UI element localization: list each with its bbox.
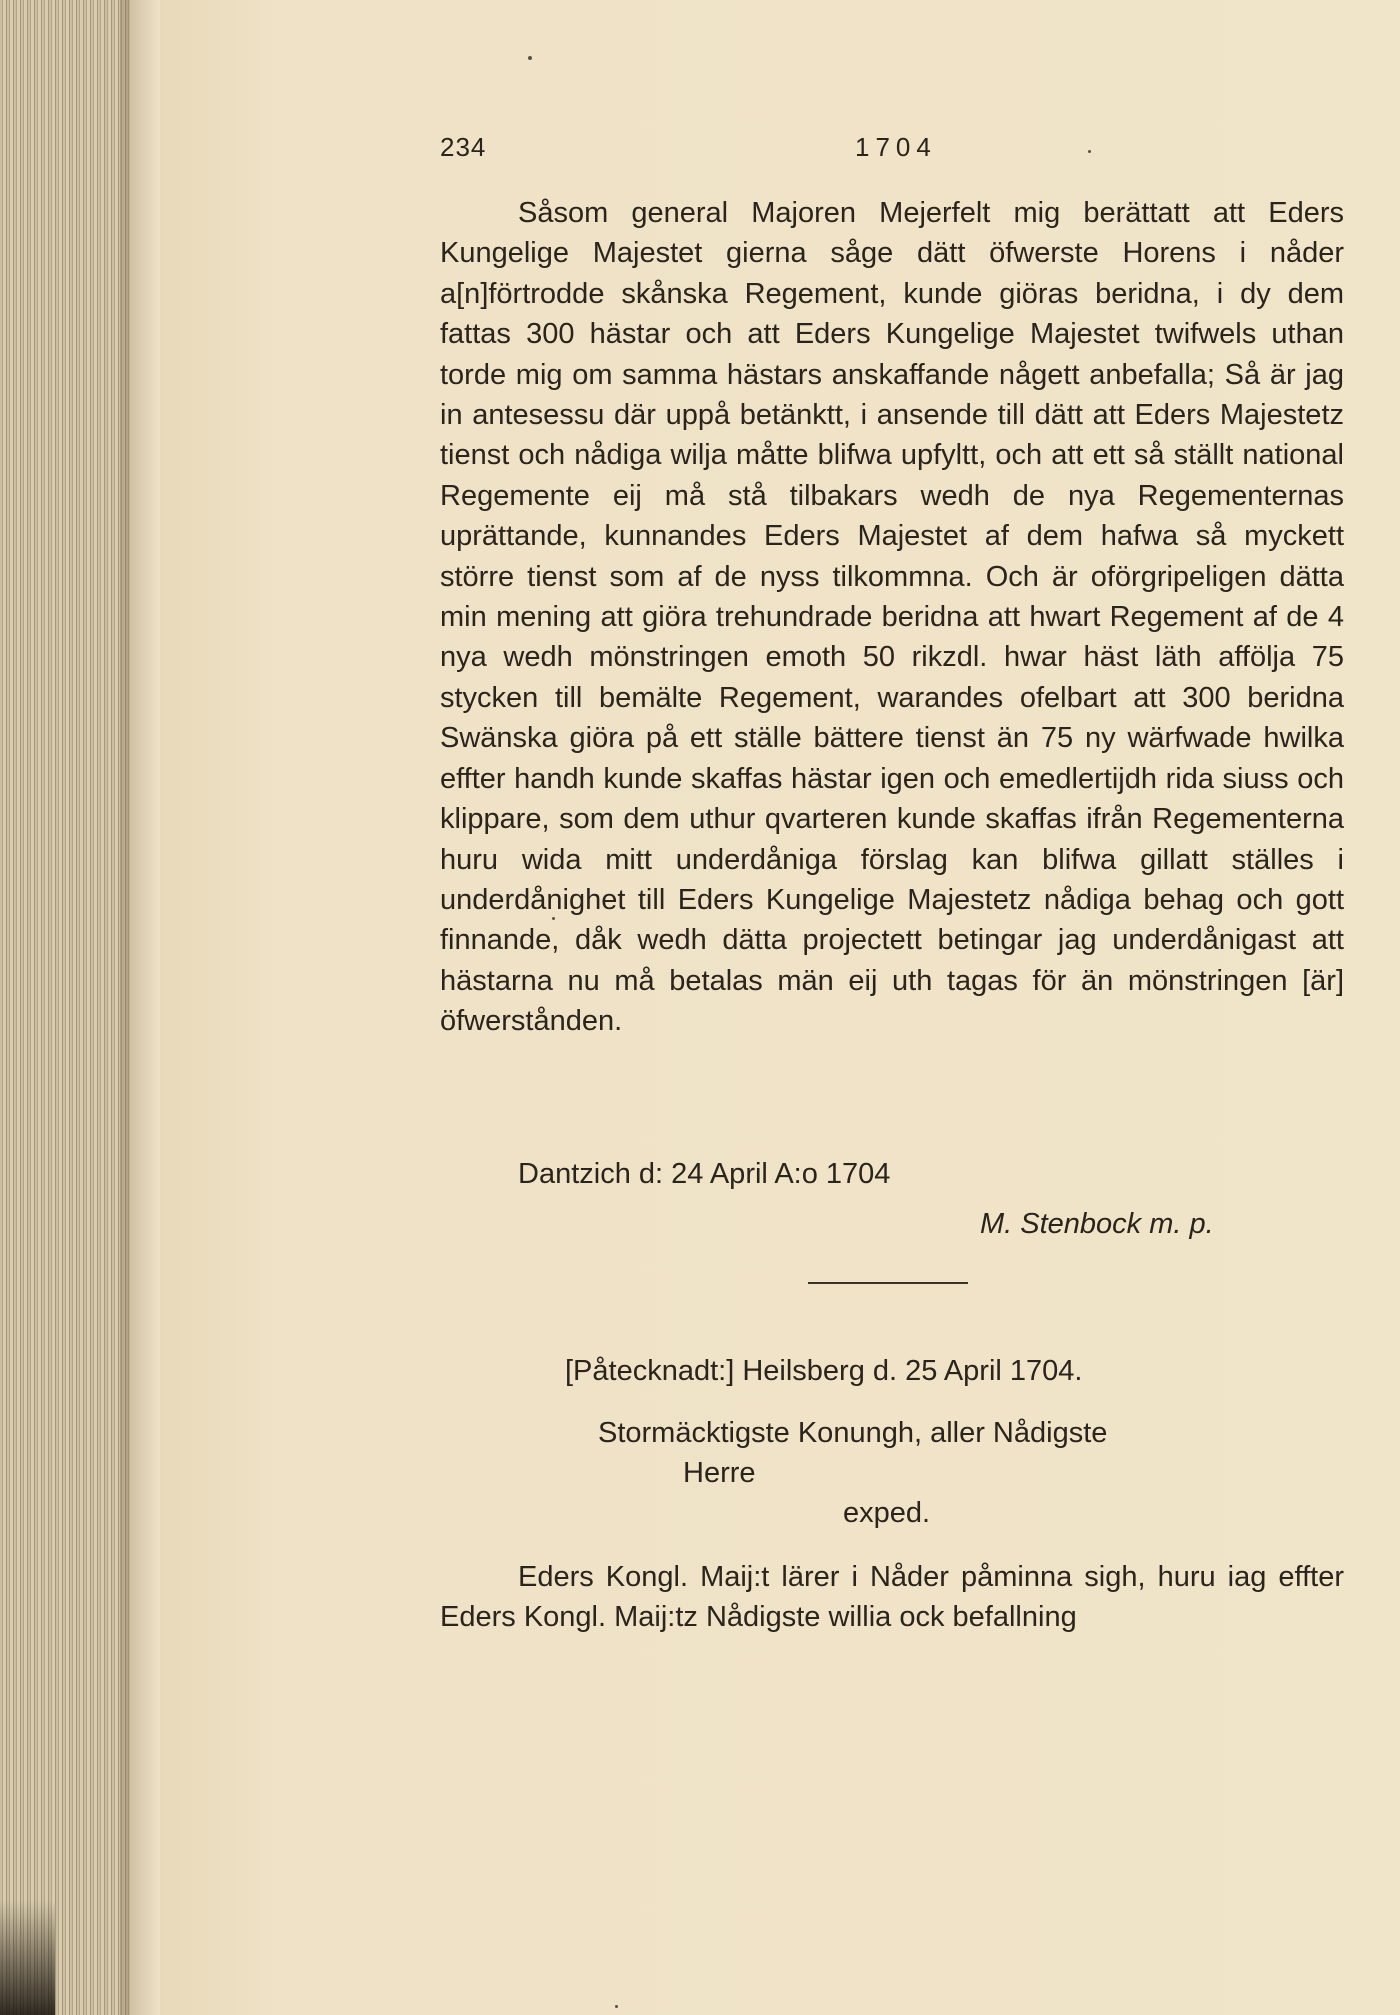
page-number: 234: [440, 132, 487, 162]
letter-signature: M. Stenbock m. p.: [980, 1208, 1214, 1240]
paper-speck: [528, 56, 532, 60]
section-divider: [808, 1282, 968, 1284]
paper-speck: [615, 2005, 618, 2008]
salutation-line-1: Stormäcktigste Konungh, aller Nådigste: [598, 1417, 1108, 1449]
reply-salutation: [598, 1413, 1107, 1493]
reply-paragraph: Eders Kongl. Maij:t lärer i Nåder påminna sigh, huru iag effter Eders Kongl. Maij:tz Nådigste willia ock befallning: [440, 1561, 1344, 1634]
exped-note: exped.: [843, 1497, 931, 1529]
letter-body: [440, 193, 1344, 1042]
book-gutter: [0, 0, 130, 2015]
gutter-shadow: [120, 0, 160, 2015]
header-year: 1704: [855, 132, 937, 162]
running-header: [440, 132, 1340, 172]
letter-closing: Dantzich d: 24 April A:o 1704: [518, 1158, 891, 1190]
salutation-line-2: Herre: [683, 1457, 756, 1489]
letter-paragraph: Såsom general Majoren Mejerfelt mig berättatt att Eders Kungelige Majestet gierna såge dätt öfwerste Horens i nåder a[n]förtrodde skånska Regement, kunde giöras beridna, i dy dem fattas 300 hästar och att Eders Kungelige Majestet twifwels uthan torde mig om samma hästars anskaffande någett anbefalla; Så är jag in antesessu där uppå betänktt, i ansende till dätt att Eders Majestetz tienst och nådiga wilja måtte blifwa upfyltt, och att ett så ställt national Regemente eij må stå tilbakars wedh de nya Regementernas uprättande, kunnandes Eders Majestet af dem hafwa så myckett större tienst som af de nyss tilkommna. Och är oförgripeligen dätta min mening att giöra trehundrade beridna att hwart Regement af de 4 nya wedh mönstringen emoth 50 rikzdl. hwar häst läth afföljа 75 stycken till bemälte Regement, warandes ofelbart att 300 beridna Swänska giöra på ett ställe bättere tienst än 75 ny wärfwade hwilka effter handh kunde skaffas hästar igen och emedlertijdh rida siuss och klippare, som dem uthur qvarteren kunde skaffas ifrån Regementerna huru wida mitt underdåniga förslag kan blifwa gillatt ställes i underdånighet till Eders Kungelige Majestetz nådiga behag och gott finnande, dåk wedh dätta projectett betingar jag underdånigast att hästarna nu må betalas män eij uth tagas för än mönstringen [är] öfwerstånden.: [440, 197, 1344, 1038]
reply-body: [440, 1557, 1344, 1638]
reply-annotation: [Påtecknadt:] Heilsberg d. 25 April 1704.: [565, 1355, 1083, 1387]
gutter-dark-corner: [0, 1900, 55, 2015]
